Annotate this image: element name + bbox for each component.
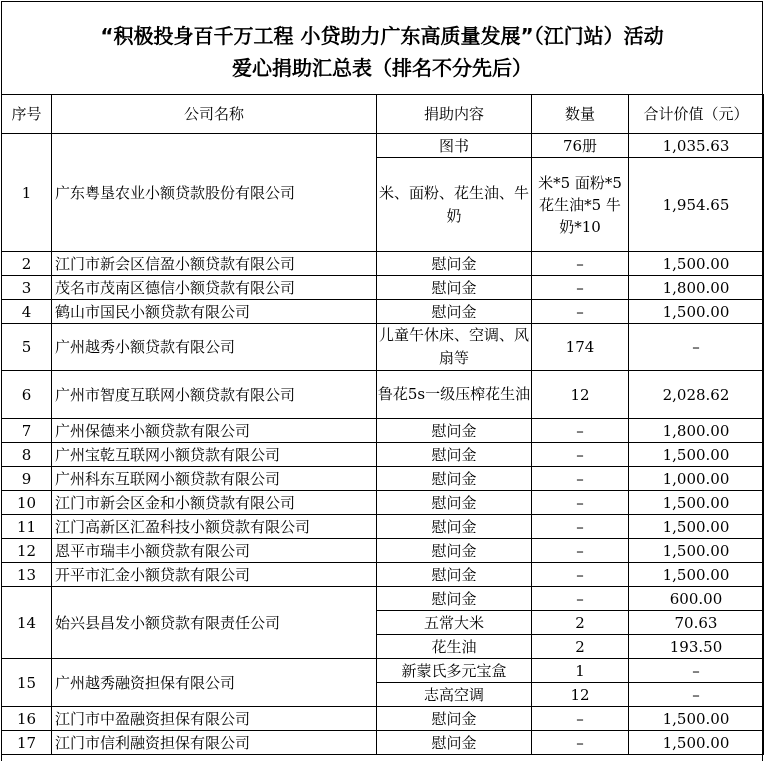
row-quantity: 12 (532, 683, 629, 707)
row-quantity: – (532, 587, 629, 611)
row-company: 广州保德来小额贷款有限公司 (52, 419, 377, 443)
table-row (2, 659, 764, 683)
row-seq: 8 (2, 443, 52, 467)
row-company: 江门高新区汇盈科技小额贷款有限公司 (52, 515, 377, 539)
row-content: 儿童午休床、空调、风扇等 (377, 324, 532, 371)
row-content: 慰问金 (377, 707, 532, 731)
row-quantity: – (532, 252, 629, 276)
row-quantity: – (532, 515, 629, 539)
row-company: 广东粤垦农业小额贷款股份有限公司 (52, 134, 377, 252)
title-line-2: 爱心捐助汇总表（排名不分先后） (232, 56, 532, 80)
row-value: – (629, 324, 764, 371)
row-content: 志高空调 (377, 683, 532, 707)
row-value: – (629, 683, 764, 707)
row-content: 慰问金 (377, 252, 532, 276)
row-content: 花生油 (377, 635, 532, 659)
row-value: 2,028.62 (629, 371, 764, 419)
row-seq: 16 (2, 707, 52, 731)
row-quantity: 12 (532, 371, 629, 419)
row-value: 1,500.00 (629, 539, 764, 563)
table-row (2, 300, 764, 324)
donation-summary-sheet (1, 1, 763, 761)
donation-table (1, 94, 764, 755)
title-line-1: “积极投身百千万工程 小贷助力广东高质量发展”（江门站）活动 (100, 24, 664, 48)
row-value: 600.00 (629, 587, 764, 611)
row-seq: 14 (2, 587, 52, 659)
row-content: 图书 (377, 134, 532, 158)
row-seq: 1 (2, 134, 52, 252)
table-header-row (2, 95, 764, 134)
row-value: 1,035.63 (629, 134, 764, 158)
row-company: 江门市新会区金和小额贷款有限公司 (52, 491, 377, 515)
row-value: 1,500.00 (629, 563, 764, 587)
row-company: 广州科东互联网小额贷款有限公司 (52, 467, 377, 491)
row-content: 米、面粉、花生油、牛奶 (377, 158, 532, 252)
row-value: 1,500.00 (629, 515, 764, 539)
row-company: 广州市智度互联网小额贷款有限公司 (52, 371, 377, 419)
row-company: 江门市新会区信盈小额贷款有限公司 (52, 252, 377, 276)
row-content: 慰问金 (377, 539, 532, 563)
row-value: 1,800.00 (629, 276, 764, 300)
row-value: – (629, 659, 764, 683)
row-value: 1,500.00 (629, 731, 764, 755)
row-seq: 17 (2, 731, 52, 755)
row-quantity: – (532, 276, 629, 300)
table-row (2, 563, 764, 587)
row-seq: 12 (2, 539, 52, 563)
row-content: 慰问金 (377, 443, 532, 467)
table-row (2, 707, 764, 731)
row-value: 1,954.65 (629, 158, 764, 252)
row-company: 江门市信利融资担保有限公司 (52, 731, 377, 755)
row-value: 193.50 (629, 635, 764, 659)
table-row (2, 324, 764, 371)
row-value: 1,500.00 (629, 252, 764, 276)
row-value: 1,500.00 (629, 491, 764, 515)
row-quantity: 2 (532, 611, 629, 635)
header-quantity: 数量 (532, 95, 629, 134)
row-content: 慰问金 (377, 276, 532, 300)
table-row (2, 539, 764, 563)
table-row (2, 515, 764, 539)
table-row (2, 371, 764, 419)
row-seq: 11 (2, 515, 52, 539)
row-value: 70.63 (629, 611, 764, 635)
row-quantity: 米*5 面粉*5 花生油*5 牛奶*10 (532, 158, 629, 252)
row-seq: 7 (2, 419, 52, 443)
row-company: 江门市中盈融资担保有限公司 (52, 707, 377, 731)
row-company: 广州越秀融资担保有限公司 (52, 659, 377, 707)
row-company: 茂名市茂南区德信小额贷款有限公司 (52, 276, 377, 300)
table-row (2, 134, 764, 158)
row-quantity: 2 (532, 635, 629, 659)
row-quantity: 1 (532, 659, 629, 683)
row-seq: 5 (2, 324, 52, 371)
row-seq: 13 (2, 563, 52, 587)
row-company: 鹤山市国民小额贷款有限公司 (52, 300, 377, 324)
row-quantity: – (532, 491, 629, 515)
header-company: 公司名称 (52, 95, 377, 134)
row-content: 慰问金 (377, 491, 532, 515)
row-company: 广州越秀小额贷款有限公司 (52, 324, 377, 371)
row-company: 恩平市瑞丰小额贷款有限公司 (52, 539, 377, 563)
row-value: 1,000.00 (629, 467, 764, 491)
row-quantity: – (532, 563, 629, 587)
row-content: 慰问金 (377, 563, 532, 587)
table-row (2, 731, 764, 755)
table-row (2, 252, 764, 276)
row-seq: 4 (2, 300, 52, 324)
row-value: 1,500.00 (629, 443, 764, 467)
row-quantity: – (532, 467, 629, 491)
row-quantity: – (532, 731, 629, 755)
row-quantity: 76册 (532, 134, 629, 158)
table-row (2, 443, 764, 467)
row-content: 慰问金 (377, 419, 532, 443)
row-content: 五常大米 (377, 611, 532, 635)
row-seq: 9 (2, 467, 52, 491)
row-seq: 6 (2, 371, 52, 419)
row-seq: 15 (2, 659, 52, 707)
header-value: 合计价值（元） (629, 95, 764, 134)
row-content: 慰问金 (377, 731, 532, 755)
row-quantity: – (532, 300, 629, 324)
row-quantity: – (532, 539, 629, 563)
table-row (2, 587, 764, 611)
table-row (2, 491, 764, 515)
row-content: 慰问金 (377, 515, 532, 539)
row-seq: 3 (2, 276, 52, 300)
row-value: 1,800.00 (629, 419, 764, 443)
row-content: 鲁花5s一级压榨花生油 (377, 371, 532, 419)
header-seq: 序号 (2, 95, 52, 134)
title-block (2, 2, 762, 94)
row-content: 新蒙氏多元宝盒 (377, 659, 532, 683)
row-value: 1,500.00 (629, 300, 764, 324)
row-quantity: – (532, 419, 629, 443)
row-company: 始兴县昌发小额贷款有限责任公司 (52, 587, 377, 659)
row-company: 广州宝乾互联网小额贷款有限公司 (52, 443, 377, 467)
row-value: 1,500.00 (629, 707, 764, 731)
table-row (2, 467, 764, 491)
row-quantity: 174 (532, 324, 629, 371)
row-quantity: – (532, 443, 629, 467)
row-seq: 2 (2, 252, 52, 276)
table-row (2, 419, 764, 443)
row-content: 慰问金 (377, 467, 532, 491)
row-company: 开平市汇金小额贷款有限公司 (52, 563, 377, 587)
row-content: 慰问金 (377, 300, 532, 324)
header-content: 捐助内容 (377, 95, 532, 134)
row-content: 慰问金 (377, 587, 532, 611)
row-seq: 10 (2, 491, 52, 515)
row-quantity: – (532, 707, 629, 731)
table-row (2, 276, 764, 300)
